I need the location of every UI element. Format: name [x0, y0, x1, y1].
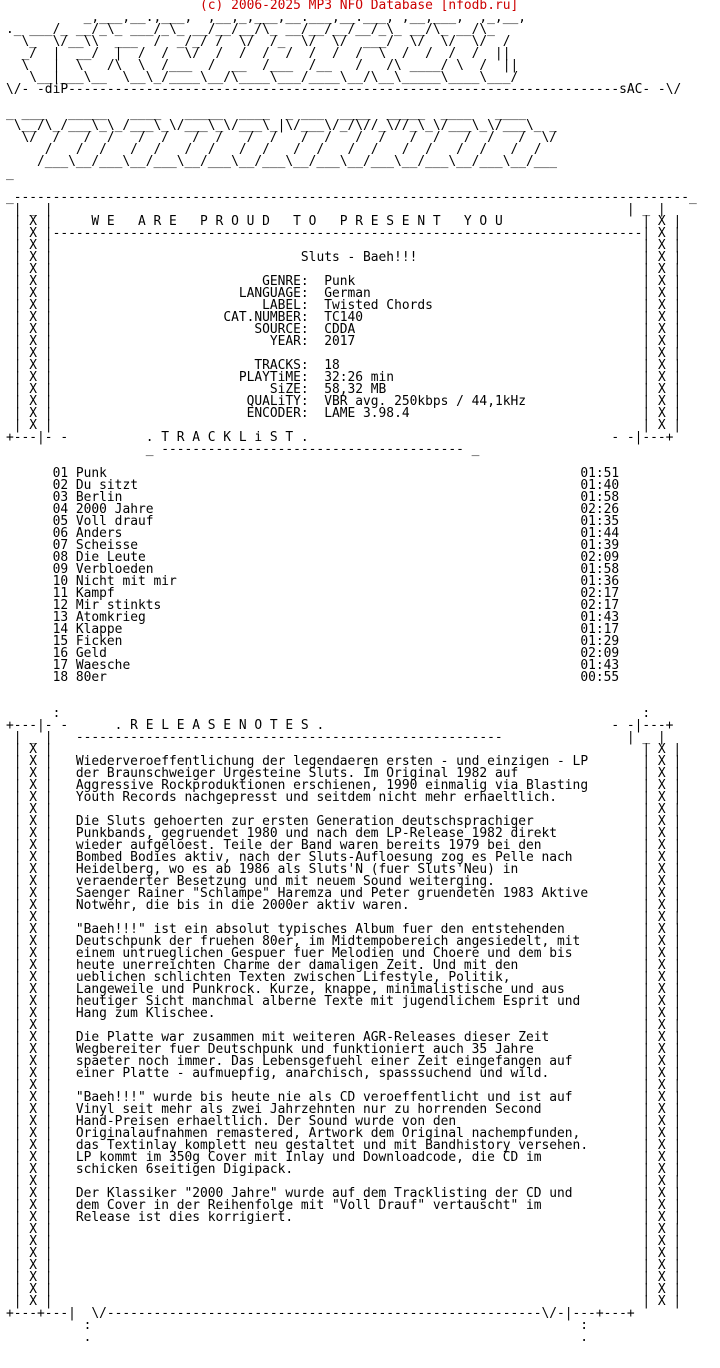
track-title: Voll drauf [75, 514, 154, 529]
field-label: LANGUAGE: [223, 286, 309, 301]
note-line: Release ist dies korrigiert. [75, 1210, 294, 1225]
note-line: Hand-Preisen erhaeltlich. Der Sound wurde von den [75, 1114, 457, 1129]
field-value: 2017 [324, 334, 356, 349]
note-line: Langeweile und Punkrock. Kurze, knappe, minimalistische und aus [75, 982, 565, 997]
present-heading: W E A R E P R O U D T O P R E S E N T Y O U [91, 214, 503, 229]
note-line: Originalaufnahmen remastered, Artwork dem Original nachempfunden, [75, 1126, 581, 1141]
track-time: 02:26 [580, 502, 620, 517]
track-time: 01:29 [580, 634, 620, 649]
track-title: Klappe [75, 622, 123, 637]
field-value: TC140 [324, 310, 364, 325]
track-title: Anders [75, 526, 123, 541]
field-label: GENRE: [223, 274, 309, 289]
note-line: Deutschpunk der fruehen 80er, im Midtempobereich angesiedelt, mit [75, 934, 581, 949]
note-line: Punkbands, gegruendet 1980 und nach dem LP-Release 1982 direkt [75, 826, 558, 841]
field-label: SOURCE: [223, 322, 309, 337]
note-line: Wiederveroeffentlichung der legendaeren ersten - und einzigen - LP [75, 754, 589, 769]
track-time: 01:39 [580, 538, 620, 553]
field-value: Twisted Chords [324, 298, 433, 313]
track-number: 01 [52, 466, 69, 481]
track-number: 10 [52, 574, 69, 589]
track-number: 02 [52, 478, 69, 493]
field-value: CDDA [324, 322, 356, 337]
track-number: 07 [52, 538, 69, 553]
note-line: "Baeh!!!" wurde bis heute nie als CD veroeffentlicht und ist auf [75, 1090, 573, 1105]
track-time: 01:44 [580, 526, 620, 541]
logo-art-row: _ ___ _____ ____ _____ ____ _ ___ ____ _____ ____ ____ [6, 106, 526, 121]
track-time: 01:17 [580, 622, 620, 637]
field-value: 32:26 min [324, 370, 395, 385]
track-title: Waesche [75, 658, 131, 673]
art-credit-right: -sAC- [611, 82, 651, 97]
track-number: 13 [52, 610, 69, 625]
track-title: Verbloeden [75, 562, 154, 577]
track-number: 18 [52, 670, 69, 685]
field-value: VBR avg. 250kbps / 44,1kHz [324, 394, 527, 409]
note-line: das Textinlay komplett neu gestaltet und mit Bandhistory versehen. [75, 1138, 589, 1153]
track-number: 04 [52, 502, 69, 517]
field-value: Punk [324, 274, 356, 289]
track-time: 00:55 [580, 670, 620, 685]
note-line: Youth Records nachgepresst und seitdem nicht mehr erhaeltlich. [75, 790, 558, 805]
note-line: Wegbereiter fuer Deutschpunk und funktioniert auch 35 Jahre [75, 1042, 534, 1057]
logo-art-row: \__/\_/___\_\_/___\_\/___\_\/___\_|\/___\/_/\//_\//_\_\/___\_\/___\_ _ [6, 118, 558, 133]
note-line: veraenderter Besetzung und mit neuem Sound weiterging. [75, 874, 495, 889]
field-value: 58,32 MB [324, 382, 387, 397]
art-credit-left: -diP- [37, 82, 76, 97]
note-line: der Braunschweiger Urgesteine Sluts. Im Original 1982 auf [75, 766, 519, 781]
track-number: 08 [52, 550, 69, 565]
track-title: Du sitzt [75, 478, 138, 493]
logo-art-row: _ [6, 166, 14, 181]
field-value: German [324, 286, 371, 301]
field-value: 18 [324, 358, 340, 373]
note-line: spaeter noch immer. Das Lebensgefuehl einer Zeit eingefangen auf [75, 1054, 573, 1069]
note-line: wieder aufgeloest. Teile der Band waren bereits 1979 bei den [75, 838, 542, 853]
note-line: "Baeh!!!" ist ein absolut typisches Album fuer den entstehenden [75, 922, 565, 937]
field-label: SiZE: [223, 382, 309, 397]
note-line: Aggressive Rockproduktionen erschienen, 1990 einmalig via Blasting [75, 778, 589, 793]
note-line: LP kommt im 350g Cover mit Inlay und Downloadcode, die CD im [75, 1150, 542, 1165]
field-value: LAME 3.98.4 [324, 406, 410, 421]
note-line: Saenger Rainer "Schlampe" Haremza und Peter gruendeten 1983 Aktive [75, 886, 589, 901]
track-number: 16 [52, 646, 69, 661]
track-title: Punk [75, 466, 107, 481]
track-title: Die Leute [75, 550, 146, 565]
note-line: Hang zum Klischee. [75, 1006, 216, 1021]
note-line: ueblichen schlichten Texten zwischen Lifestyle, Politik, [75, 970, 511, 985]
track-number: 17 [52, 658, 69, 673]
track-number: 05 [52, 514, 69, 529]
track-time: 02:17 [580, 586, 620, 601]
track-time: 01:43 [580, 610, 620, 625]
nfo-document: (c) 2006-2025 MP3 NFO Database [nfodb.ru] _,___,__.,___, ,__,_,___,__.___,__.___, ,__,___, ,_,__, ._ ___/_ __/_\_ ___/_\_ __/__/__/\_ __/__/__/__/_\_ __/\_ __/\_ \_ \/__\\ ___ / _/_/ / \/ /_ \/ \/ ___/ \/ \/ \/ / _/ | __/ | / / \/ / / / / / / / \ / / / / || \ | \ /\ \ /___ / __ /___ /__ / /\ ____/ \ / || \__|___\__ \__\_/____\__/\____\___/____\__/\__\_____\____\___/ \/- -diP-----------------------------------------------------------------------sAC- -\/ _ ___ _____ ____ _____ ____ _ ___ ____ _____ ____ ____ \__/\_/___\_\_/___\_\/___\_\/___\_|\/___\/_/\//_\//_\_\/___\_\/___\_ _ \/ / / / / / / / / / / / / / / / / / / \/ / / / / / / / / / / / / / / / / / / / /___\__/___\__/___\__/___\__/___\__/___\__/___\__/___\__/___\__/___ _ _---------------------------------------------------------------------------------------_ | _ | | _ | | X | W E A R E P R O U D T O P R E S E N T Y O U | X | | X |----------------------------------------------------------------------------| X | | X | | X | | X | Sluts - Baeh!!! | X | | X | | X | | X | GENRE: Punk | X | | X | LANGUAGE: German | X | | X | LABEL: Twisted Chords | X | | X | CAT.NUMBER: TC140 | X | | X | SOURCE: CDDA | X | | X | YEAR: 2017 | X | | X | | X | | X | TRACKS: 18 | X | | X | PLAYTiME: 32:26 min | X | | X | SiZE: 58,32 MB | X | | X | QUALiTY: VBR avg. 250kbps / 44,1kHz | X | | X | ENCODER: LAME 3.98.4 | X | | X | | X | +---|- - . T R A C K L i S T . - -|---+ _ --------------------------------------- _ 01 Punk 01:51 02 Du sitzt 01:40 03 Berlin 01:58 04 2000 Jahre 02:26 05 Voll drauf 01:35 06 Anders 01:44 07 Scheisse 01:39 08 Die Leute 02:09 09 Verbloeden 01:58 10 Nicht mit mir 01:36 11 Kampf 02:17 12 Mir stinkts 02:17 13 Atomkrieg 01:43 14 Klappe 01:17 15 Ficken 01:29 16 Geld 02:09 17 Waesche 01:43 18 80er 00:55 : : +---|- - . R E L E A S E N O T E S . - -|---+ | _ | ------------------------------------------------------- | _ | | X | | X | | X | Wiederveroeffentlichung der legendaeren ersten - und einzigen - LP | X | | X | der Braunschweiger Urgesteine Sluts. Im Original 1982 auf | X | | X | Aggressive Rockproduktionen erschienen, 1990 einmalig via Blasting | X | | X | Youth Records nachgepresst und seitdem nicht mehr erhaeltlich. | X | | X | | X | | X | Die Sluts gehoerten zur ersten Generation deutschsprachiger | X | | X | Punkbands, gegruendet 1980 und nach dem LP-Release 1982 direkt | X | | X | wieder aufgeloest. Teile der Band waren bereits 1979 bei den | X | | X | Bombed Bodies aktiv, nach der Sluts-Aufloesung zog es Pelle nach | X | | X | Heidelberg, wo es ab 1986 als Sluts'N (fuer Sluts'Neu) in | X | | X | veraenderter Besetzung und mit neuem Sound weiterging. | X | | X | Saenger Rainer "Schlampe" Haremza und Peter gruendeten 1983 Aktive | X | | X | Notwehr, die bis in die 2000er aktiv waren. | X | | X | | X | | X | "Baeh!!!" ist ein absolut typisches Album fuer den entstehenden | X | | X | Deutschpunk der fruehen 80er, im Midtempobereich angesiedelt, mit | X | | X | einem untrueglichen Gespuer fuer Melodien und Choere und dem bis | X | | X | heute unerreichten Charme der damaligen Zeit. Und mit den | X | | X | ueblichen schlichten Texten zwischen Lifestyle, Politik, | X | | X | Langeweile und Punkrock. Kurze, knappe, minimalistische und aus | X | | X | heutiger Sicht manchmal alberne Texte mit jugendlichem Esprit und | X | | X | Hang zum Klischee. | X | | X | | X | | X | Die Platte war zusammen mit weiteren AGR-Releases dieser Zeit | X | | X | Wegbereiter fuer Deutschpunk und funktioniert auch 35 Jahre | X | | X | spaeter noch immer. Das Lebensgefuehl einer Zeit eingefangen auf | X | | X | einer Platte - aufmuepfig, anarchisch, spasssuchend und wild. | X | | X | | X | | X | "Baeh!!!" wurde bis heute nie als CD veroeffentlicht und ist auf | X | | X | Vinyl seit mehr als zwei Jahrzehnten nur zu horrenden Second | X | | X | Hand-Preisen erhaeltlich. Der Sound wurde von den | X | | X | Originalaufnahmen remastered, Artwork dem Original nachempfunden, | X | | X | das Textinlay komplett neu gestaltet und mit Bandhistory versehen. | X | | X | LP kommt im 350g Cover mit Inlay und Downloadcode, die CD im | X | | X | schicken 6seitigen Digipack. | X | | X | | X | | X | Der Klassiker "2000 Jahre" wurde auf dem Tracklisting der CD und | X | | X | dem Cover in der Reihenfolge mit "Voll Drauf" vertauscht" im | X | | X | Release ist dies korrigiert. | X | | X | | X | | X | | X | | X | | X | | X | | X | | X | | X | | X | | X | | X | | X | +---+---| \/--------------------------------------------------------\/-|---+---+ : : . . [6, 0, 697, 1345]
logo-art-row: \ | \ /\ \ /___ / __ /___ /__ / /\ ____/ \ / || [6, 58, 519, 73]
logo-art-row: \/ / / / / / / / / / / / / / / / / / / \/ [6, 130, 558, 145]
track-number: 14 [52, 622, 69, 637]
note-line: einem untrueglichen Gespuer fuer Melodien und Choere und dem bis [75, 946, 573, 961]
track-time: 01:58 [580, 562, 620, 577]
track-title: Geld [75, 646, 107, 661]
track-title: Scheisse [75, 538, 138, 553]
logo-art-row: / / / / / / / / / / / / / / / / / / / [6, 142, 542, 157]
field-label: QUALiTY: [223, 394, 309, 409]
track-number: 12 [52, 598, 69, 613]
note-line: heute unerreichten Charme der damaligen Zeit. Und mit den [75, 958, 519, 973]
track-time: 01:35 [580, 514, 620, 529]
tracklist-heading: . T R A C K L i S T . [145, 430, 309, 445]
logo-art-row: _/ | __/ | / / \/ / / / / / / / \ / / / / || [6, 46, 511, 61]
note-line: Vinyl seit mehr als zwei Jahrzehnten nur zu horrenden Second [75, 1102, 542, 1117]
field-label: TRACKS: [223, 358, 309, 373]
field-label: YEAR: [223, 334, 309, 349]
note-line: schicken 6seitigen Digipack. [75, 1162, 294, 1177]
field-label: ENCODER: [223, 406, 309, 421]
field-label: CAT.NUMBER: [223, 310, 309, 325]
note-line: Heidelberg, wo es ab 1986 als Sluts'N (fuer Sluts'Neu) in [75, 862, 519, 877]
track-title: 2000 Jahre [75, 502, 154, 517]
track-time: 02:09 [580, 646, 620, 661]
track-number: 03 [52, 490, 69, 505]
field-label: PLAYTiME: [223, 370, 309, 385]
track-number: 06 [52, 526, 69, 541]
track-time: 01:40 [580, 478, 620, 493]
release-title: Sluts - Baeh!!! [300, 250, 418, 265]
note-line: einer Platte - aufmuepfig, anarchisch, spasssuchend und wild. [75, 1066, 550, 1081]
note-line: Der Klassiker "2000 Jahre" wurde auf dem Tracklisting der CD und [75, 1186, 573, 1201]
logo-art-row: /___\__/___\__/___\__/___\__/___\__/___\__/___\__/___\__/___\__/___ [6, 154, 558, 169]
copyright-text: (c) 2006-2025 MP3 NFO Database [200, 0, 433, 13]
track-title: Atomkrieg [75, 610, 146, 625]
note-line: Die Platte war zusammen mit weiteren AGR-Releases dieser Zeit [75, 1030, 550, 1045]
track-title: Nicht mit mir [75, 574, 177, 589]
logo-art-row: \_ \/__\\ ___ / _/_/ / \/ /_ \/ \/ ___/ \/ \/ \/ / [6, 34, 511, 49]
track-time: 01:43 [580, 658, 620, 673]
track-title: Mir stinkts [75, 598, 162, 613]
track-title: 80er [75, 670, 107, 685]
track-number: 11 [52, 586, 69, 601]
logo-art-row: ._ ___/_ __/_\_ ___/_\_ __/__/__/\_ __/__/__/__/_\_ __/\_ __/\_ [6, 22, 503, 37]
track-time: 01:58 [580, 490, 620, 505]
track-time: 02:17 [580, 598, 620, 613]
track-time: 01:51 [580, 466, 620, 481]
track-time: 01:36 [580, 574, 620, 589]
note-line: dem Cover in der Reihenfolge mit "Voll Drauf" vertauscht" im [75, 1198, 542, 1213]
track-title: Kampf [75, 586, 115, 601]
note-line: Notwehr, die bis in die 2000er aktiv waren. [75, 898, 410, 913]
logo-art-row: \__|___\__ \__\_/____\__/\____\___/____\__/\__\_____\____\___/ [6, 70, 519, 85]
nfodb-link[interactable]: [nfodb.ru] [440, 0, 519, 13]
track-number: 09 [52, 562, 69, 577]
notes-heading: . R E L E A S E N O T E S . [114, 718, 325, 733]
track-time: 02:09 [580, 550, 620, 565]
field-label: LABEL: [223, 298, 309, 313]
note-line: heutiger Sicht manchmal alberne Texte mit jugendlichem Esprit und [75, 994, 581, 1009]
logo-art-row: _,___,__.,___, ,__,_,___,__.___,__.___, ,__,___, ,_,__, [6, 10, 526, 25]
track-number: 15 [52, 634, 69, 649]
note-line: Die Sluts gehoerten zur ersten Generation deutschsprachiger [75, 814, 534, 829]
note-line: Bombed Bodies aktiv, nach der Sluts-Aufloesung zog es Pelle nach [75, 850, 573, 865]
track-title: Ficken [75, 634, 123, 649]
track-title: Berlin [75, 490, 123, 505]
